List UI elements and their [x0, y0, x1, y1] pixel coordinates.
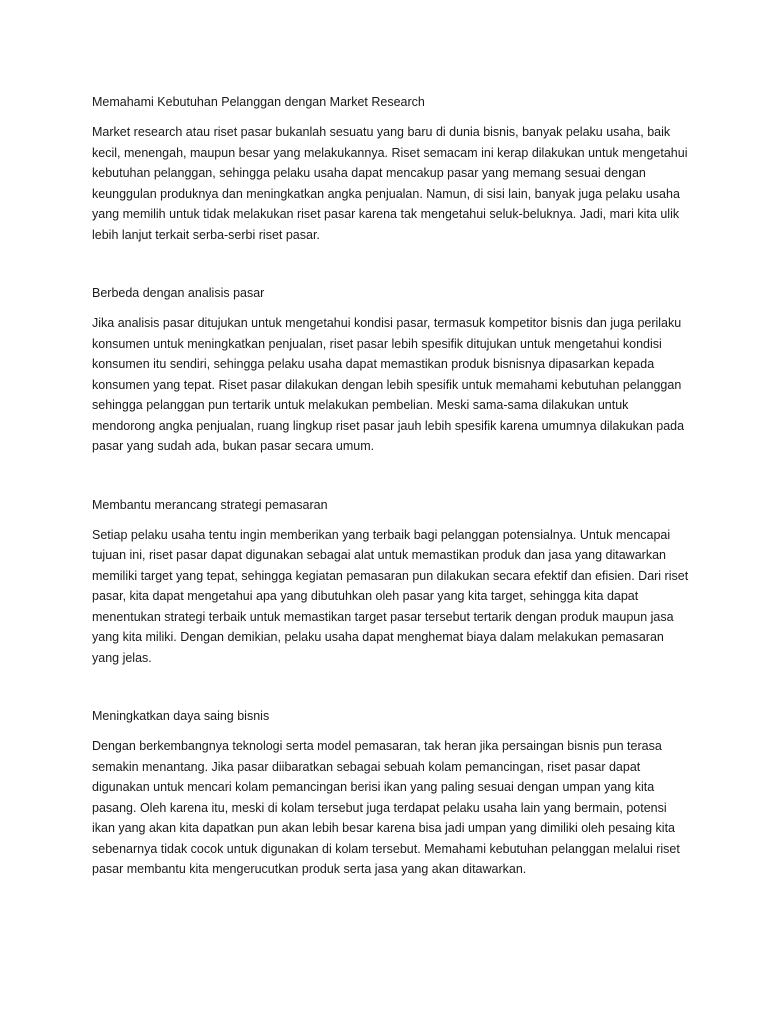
section-analisis-pasar: [92, 283, 692, 457]
section-heading: Berbeda dengan analisis pasar: [92, 286, 265, 300]
intro-paragraph: Market research atau riset pasar bukanlah sesuatu yang baru di dunia bisnis, banyak pelaku usaha, baik kecil, menengah, maupun besar yang melakukannya. Riset semacam ini kerap dilakukan untuk mengetahui kebutuhan pelanggan, sehingga pelaku usaha dapat mencakup pasar yang memang sesuai dengan keunggulan produknya dan meningkatkan angka penjualan. Namun, di sisi lain, banyak juga pelaku usaha yang memilih untuk tidak melakukan riset pasar karena tak mengetahui seluk-beluknya. Jadi, mari kita ulik lebih lanjut terkait serba-serbi riset pasar.: [92, 125, 688, 242]
document-content: [92, 92, 692, 880]
section-heading: Meningkatkan daya saing bisnis: [92, 709, 270, 723]
document-title: Memahami Kebutuhan Pelanggan dengan Market Research: [92, 95, 425, 109]
section-daya-saing: [92, 706, 692, 880]
section-paragraph: Jika analisis pasar ditujukan untuk mengetahui kondisi pasar, termasuk kompetitor bisnis dan juga perilaku konsumen untuk meningkatkan penjualan, riset pasar lebih spesifik ditujukan untuk mengetahui kondisi konsumen itu sendiri, sehingga pelaku usaha dapat memastikan produk bisnisnya dipasarkan kepada konsumen yang tepat. Riset pasar dilakukan dengan lebih spesifik untuk memahami kebutuhan pelanggan sehingga pelanggan pun tertarik untuk melakukan pembelian. Meski sama-sama dilakukan untuk mendorong angka penjualan, ruang lingkup riset pasar jauh lebih spesifik karena umumnya dilakukan pada pasar yang sudah ada, bukan pasar secara umum.: [92, 316, 685, 453]
section-heading: Membantu merancang strategi pemasaran: [92, 497, 328, 512]
section-strategi-pemasaran: [92, 495, 692, 669]
section-paragraph: Dengan berkembangnya teknologi serta model pemasaran, tak heran jika persaingan bisnis pun terasa semakin menantang. Jika pasar diibaratkan sebagai sebuah kolam pemancingan, riset pasar dapat digunakan untuk mencari kolam pemancingan berisi ikan yang paling sesuai dengan umpan yang kita pasang. Oleh karena itu, meski di kolam tersebut juga terdapat pelaku usaha lain yang bermain, potensi ikan yang akan kita dapatkan pun akan lebih besar karena bisa jadi umpan yang dimiliki oleh pesaing kita sebenarnya tidak cocok untuk digunakan di kolam tersebut. Memahami kebutuhan pelanggan melalui riset pasar membantu kita mengerucutkan produk serta jasa yang akan ditawarkan.: [92, 739, 680, 876]
section-paragraph: Setiap pelaku usaha tentu ingin memberikan yang terbaik bagi pelanggan potensialnya. Untuk mencapai tujuan ini, riset pasar dapat digunakan sebagai alat untuk memastikan produk dan jasa yang ditawarkan memiliki target yang tepat, sehingga kegiatan pemasaran pun dilakukan secara efektif dan efisien. Dari riset pasar, kita dapat mengetahui apa yang dibutuhkan oleh pasar yang kita target, sehingga kita dapat menentukan strategi terbaik untuk memastikan target pasar tersebut tertarik dengan produk maupun jasa yang kita miliki. Dengan demikian, pelaku usaha dapat menghemat biaya dalam melakukan pemasaran yang jelas.: [92, 527, 689, 665]
